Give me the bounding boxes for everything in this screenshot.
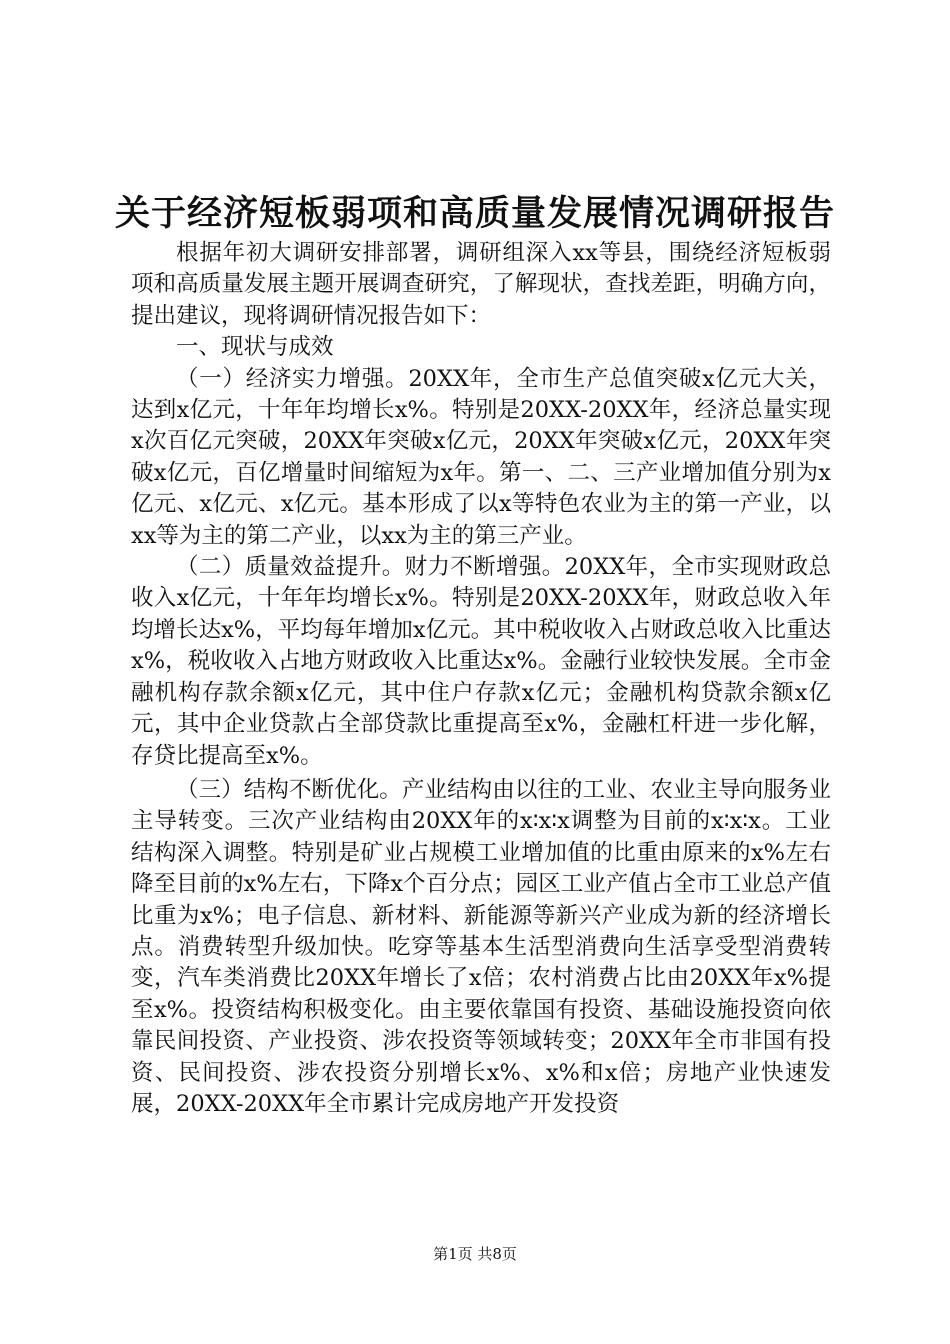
paragraph-structure: （三）结构不断优化。产业结构由以往的工业、农业主导向服务业主导转变。三次产业结构由20XX年的x∶x∶x调整为目前的x∶x∶x。工业结构深入调整。特别是矿业占规模工业增加值的比重由原来的x%左右降至目前的x%左右，下降x个百分点；园区工业产值占全市工业总产值比重为x%；电子信息、新材料、新能源等新兴产业成为新的经济增长点。消费转型升级加快。吃穿等基本生活型消费向生活享受型消费转变，汽车类消费比20XX年增长了x倍；农村消费占比由20XX年x%提至x%。投资结构积极变化。由主要依靠国有投资、基础设施投资向依靠民间投资、产业投资、涉农投资等领域转变；20XX年全市非国有投资、民间投资、涉农投资分别增长x%、x%和x倍；房地产业快速发展，20XX-20XX年全市累计完成房地产开发投资 xyxy=(131,776,831,1117)
paragraph-quality: （二）质量效益提升。财力不断增强。20XX年，全市实现财政总收入x亿元，十年年均增长x%。特别是20XX-20XX年，财政总收入年均增长达x%，平均每年增加x亿元。其中税收收入占财政总收入比重达x%，税收收入占地方财政收入比重达x%。金融行业较快发展。全市金融机构存款余额x亿元，其中住户存款x亿元；金融机构贷款余额x亿元，其中企业贷款占全部贷款比重提高至x%，金融杠杆进一步化解，存贷比提高至x%。 xyxy=(131,554,831,769)
page-footer: 第1页 共8页 xyxy=(433,1245,517,1263)
report-title: 关于经济短板弱项和高质量发展情况调研报告 xyxy=(114,193,835,234)
report-body xyxy=(131,238,831,1120)
paragraph-economy: （一）经济实力增强。20XX年，全市生产总值突破x亿元大关，达到x亿元，十年年均增长x%。特别是20XX-20XX年，经济总量实现x次百亿元突破，20XX年突破x亿元，20XX年突破x亿元，20XX年突破x亿元，百亿增量时间缩短为x年。第一、二、三产业增加值分别为x亿元、x亿元、x亿元。基本形成了以x等特色农业为主的第一产业，以xx等为主的第二产业，以xx为主的第三产业。 xyxy=(131,365,831,549)
section-heading: 一、现状与成效 xyxy=(176,334,334,361)
intro-paragraph: 根据年初大调研安排部署，调研组深入xx等县，围绕经济短板弱项和高质量发展主题开展调查研究，了解现状，查找差距，明确方向，提出建议，现将调研情况报告如下： xyxy=(131,240,831,329)
